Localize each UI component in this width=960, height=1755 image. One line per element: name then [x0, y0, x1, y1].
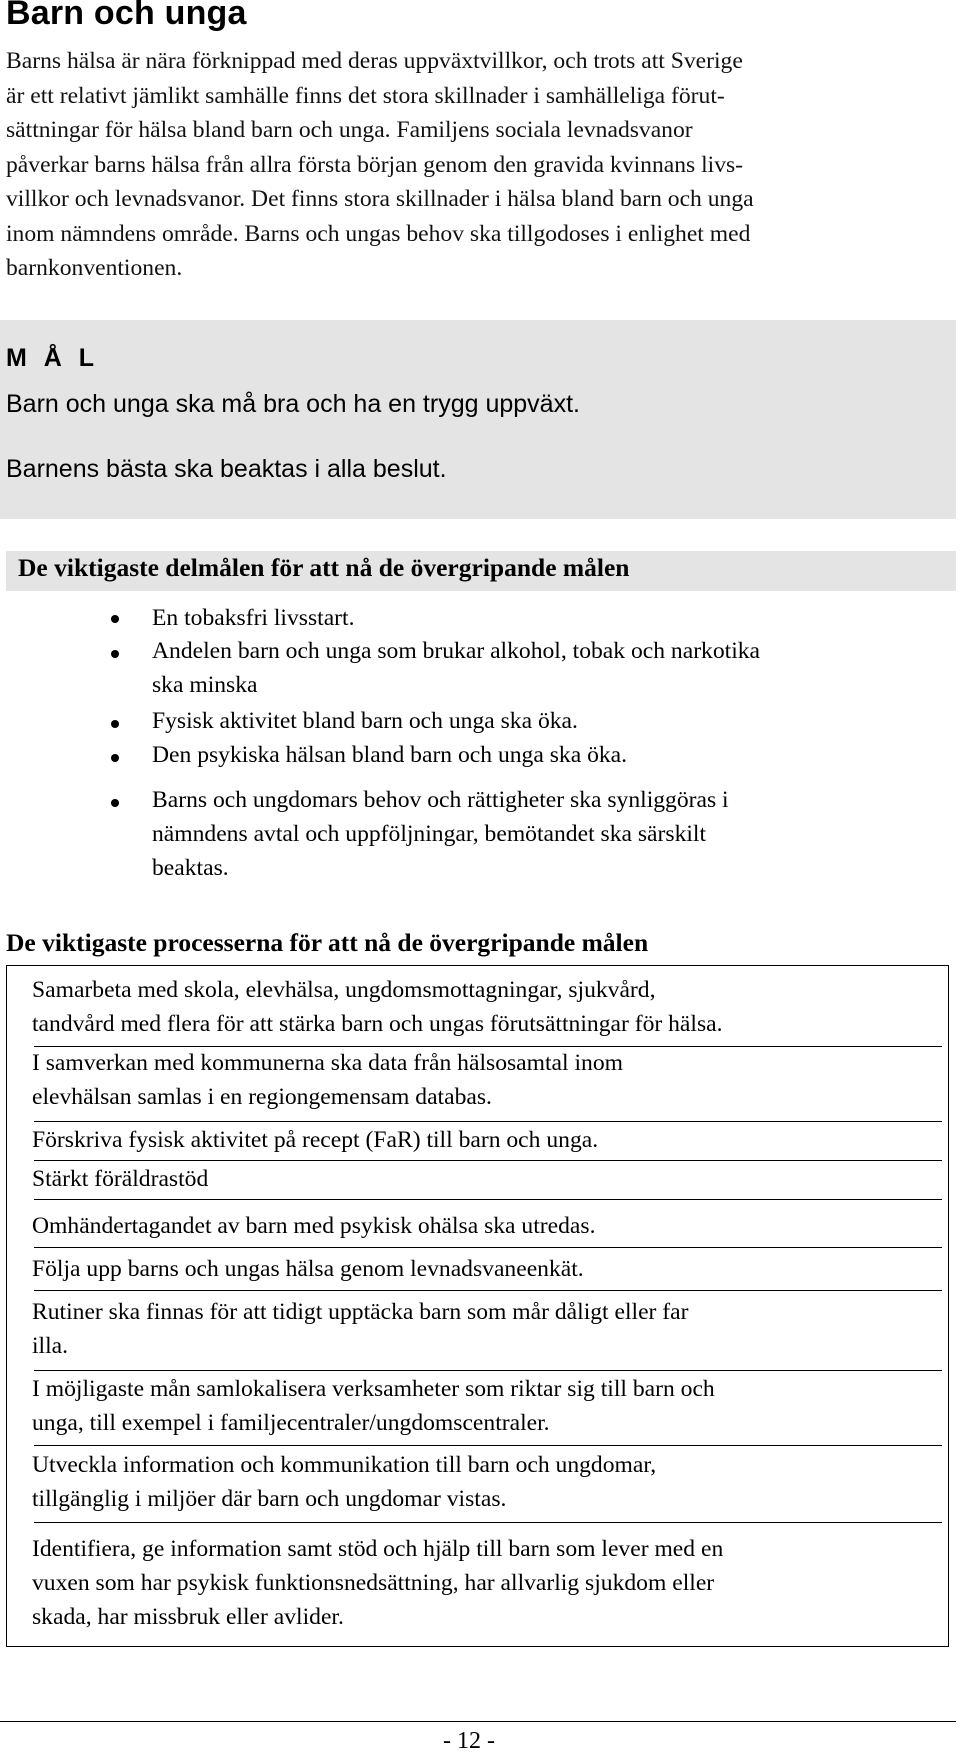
- bullet-icon: [111, 615, 119, 623]
- list-item: Fysisk aktivitet bland barn och unga ska öka.: [152, 708, 578, 734]
- row-divider: [34, 1121, 942, 1122]
- table-row: Stärkt föräldrastöd: [32, 1166, 209, 1192]
- processes-table: [6, 965, 949, 1647]
- intro-line: påverkar barns hälsa från allra första början genom den gravida kvinnans livs-: [6, 151, 744, 178]
- list-item: Den psykiska hälsan bland barn och unga ska öka.: [152, 742, 628, 768]
- row-divider: [34, 1370, 942, 1371]
- row-divider: [34, 1160, 942, 1161]
- list-item: Andelen barn och unga som brukar alkohol, tobak och narkotika ska minska: [152, 638, 761, 698]
- page-number: - 12 -: [443, 1728, 495, 1754]
- table-row: I samverkan med kommunerna ska data från hälsosamtal inom elevhälsan samlas i en regiongemensam databas.: [32, 1050, 623, 1110]
- intro-line: barnkonventionen.: [6, 255, 183, 281]
- table-row: Rutiner ska finnas för att tidigt upptäcka barn som mår dåligt eller far illa.: [32, 1299, 689, 1359]
- row-divider: [34, 1247, 942, 1248]
- list-item: Barns och ungdomars behov och rättigheter ska synliggöras i nämndens avtal och uppföljningar, bemötandet ska särskilt beaktas.: [152, 787, 729, 881]
- subgoals-heading: De viktigaste delmålen för att nå de övergripande målen: [18, 553, 630, 582]
- table-row: Omhändertagandet av barn med psykisk ohälsa ska utredas.: [32, 1213, 596, 1239]
- table-row: Utveckla information och kommunikation till barn och ungdomar, tillgänglig i miljöer där barn och ungdomar vistas.: [32, 1452, 657, 1512]
- table-row: Förskriva fysisk aktivitet på recept (FaR) till barn och unga.: [32, 1127, 599, 1153]
- row-divider: [34, 1445, 942, 1446]
- intro-line: villkor och levnadsvanor. Det finns stora skillnader i hälsa bland barn och unga: [6, 186, 754, 212]
- intro-paragraph: [6, 44, 946, 286]
- intro-line: inom nämndens område. Barns och ungas behov ska tillgodoses i enlighet med: [6, 220, 751, 247]
- processes-heading: De viktigaste processerna för att nå de övergripande målen: [6, 928, 649, 957]
- table-row: I möjligaste mån samlokalisera verksamheter som riktar sig till barn och unga, till exempel i familjecentraler/ungdomscentraler.: [32, 1376, 715, 1436]
- goals-box: [0, 320, 956, 519]
- row-divider: [34, 1290, 942, 1291]
- row-divider: [34, 1522, 942, 1523]
- bullet-icon: [111, 720, 119, 728]
- list-item: En tobaksfri livsstart.: [152, 605, 355, 631]
- goals-heading: M Å L: [6, 344, 100, 372]
- bullet-icon: [111, 799, 119, 807]
- row-divider: [34, 1199, 942, 1200]
- intro-line: är ett relativt jämlikt samhälle finns det stora skillnader i samhälleliga förut-: [6, 82, 725, 109]
- table-row: Följa upp barns och ungas hälsa genom levnadsvaneenkät.: [32, 1256, 584, 1282]
- table-row: Identifiera, ge information samt stöd och hjälp till barn som lever med en vuxen som har psykisk funktionsnedsättning, har allvarlig sjukdom eller skada, har missbruk eller avlider.: [32, 1536, 724, 1630]
- goal-item: Barnens bästa ska beaktas i alla beslut.: [6, 455, 447, 483]
- footer-divider: [0, 1721, 956, 1722]
- goal-item: Barn och unga ska må bra och ha en trygg uppväxt.: [6, 390, 580, 418]
- intro-line: Barns hälsa är nära förknippad med deras uppväxtvillkor, och trots att Sverige: [6, 48, 743, 74]
- section-title: Barn och unga: [6, 0, 247, 32]
- table-row: Samarbeta med skola, elevhälsa, ungdomsmottagningar, sjukvård, tandvård med flera för att stärka barn och ungas förutsättningar för hälsa.: [32, 977, 723, 1037]
- bullet-icon: [111, 754, 119, 762]
- bullet-icon: [111, 650, 119, 658]
- intro-line: sättningar för hälsa bland barn och unga. Familjens sociala levnadsvanor: [6, 117, 693, 143]
